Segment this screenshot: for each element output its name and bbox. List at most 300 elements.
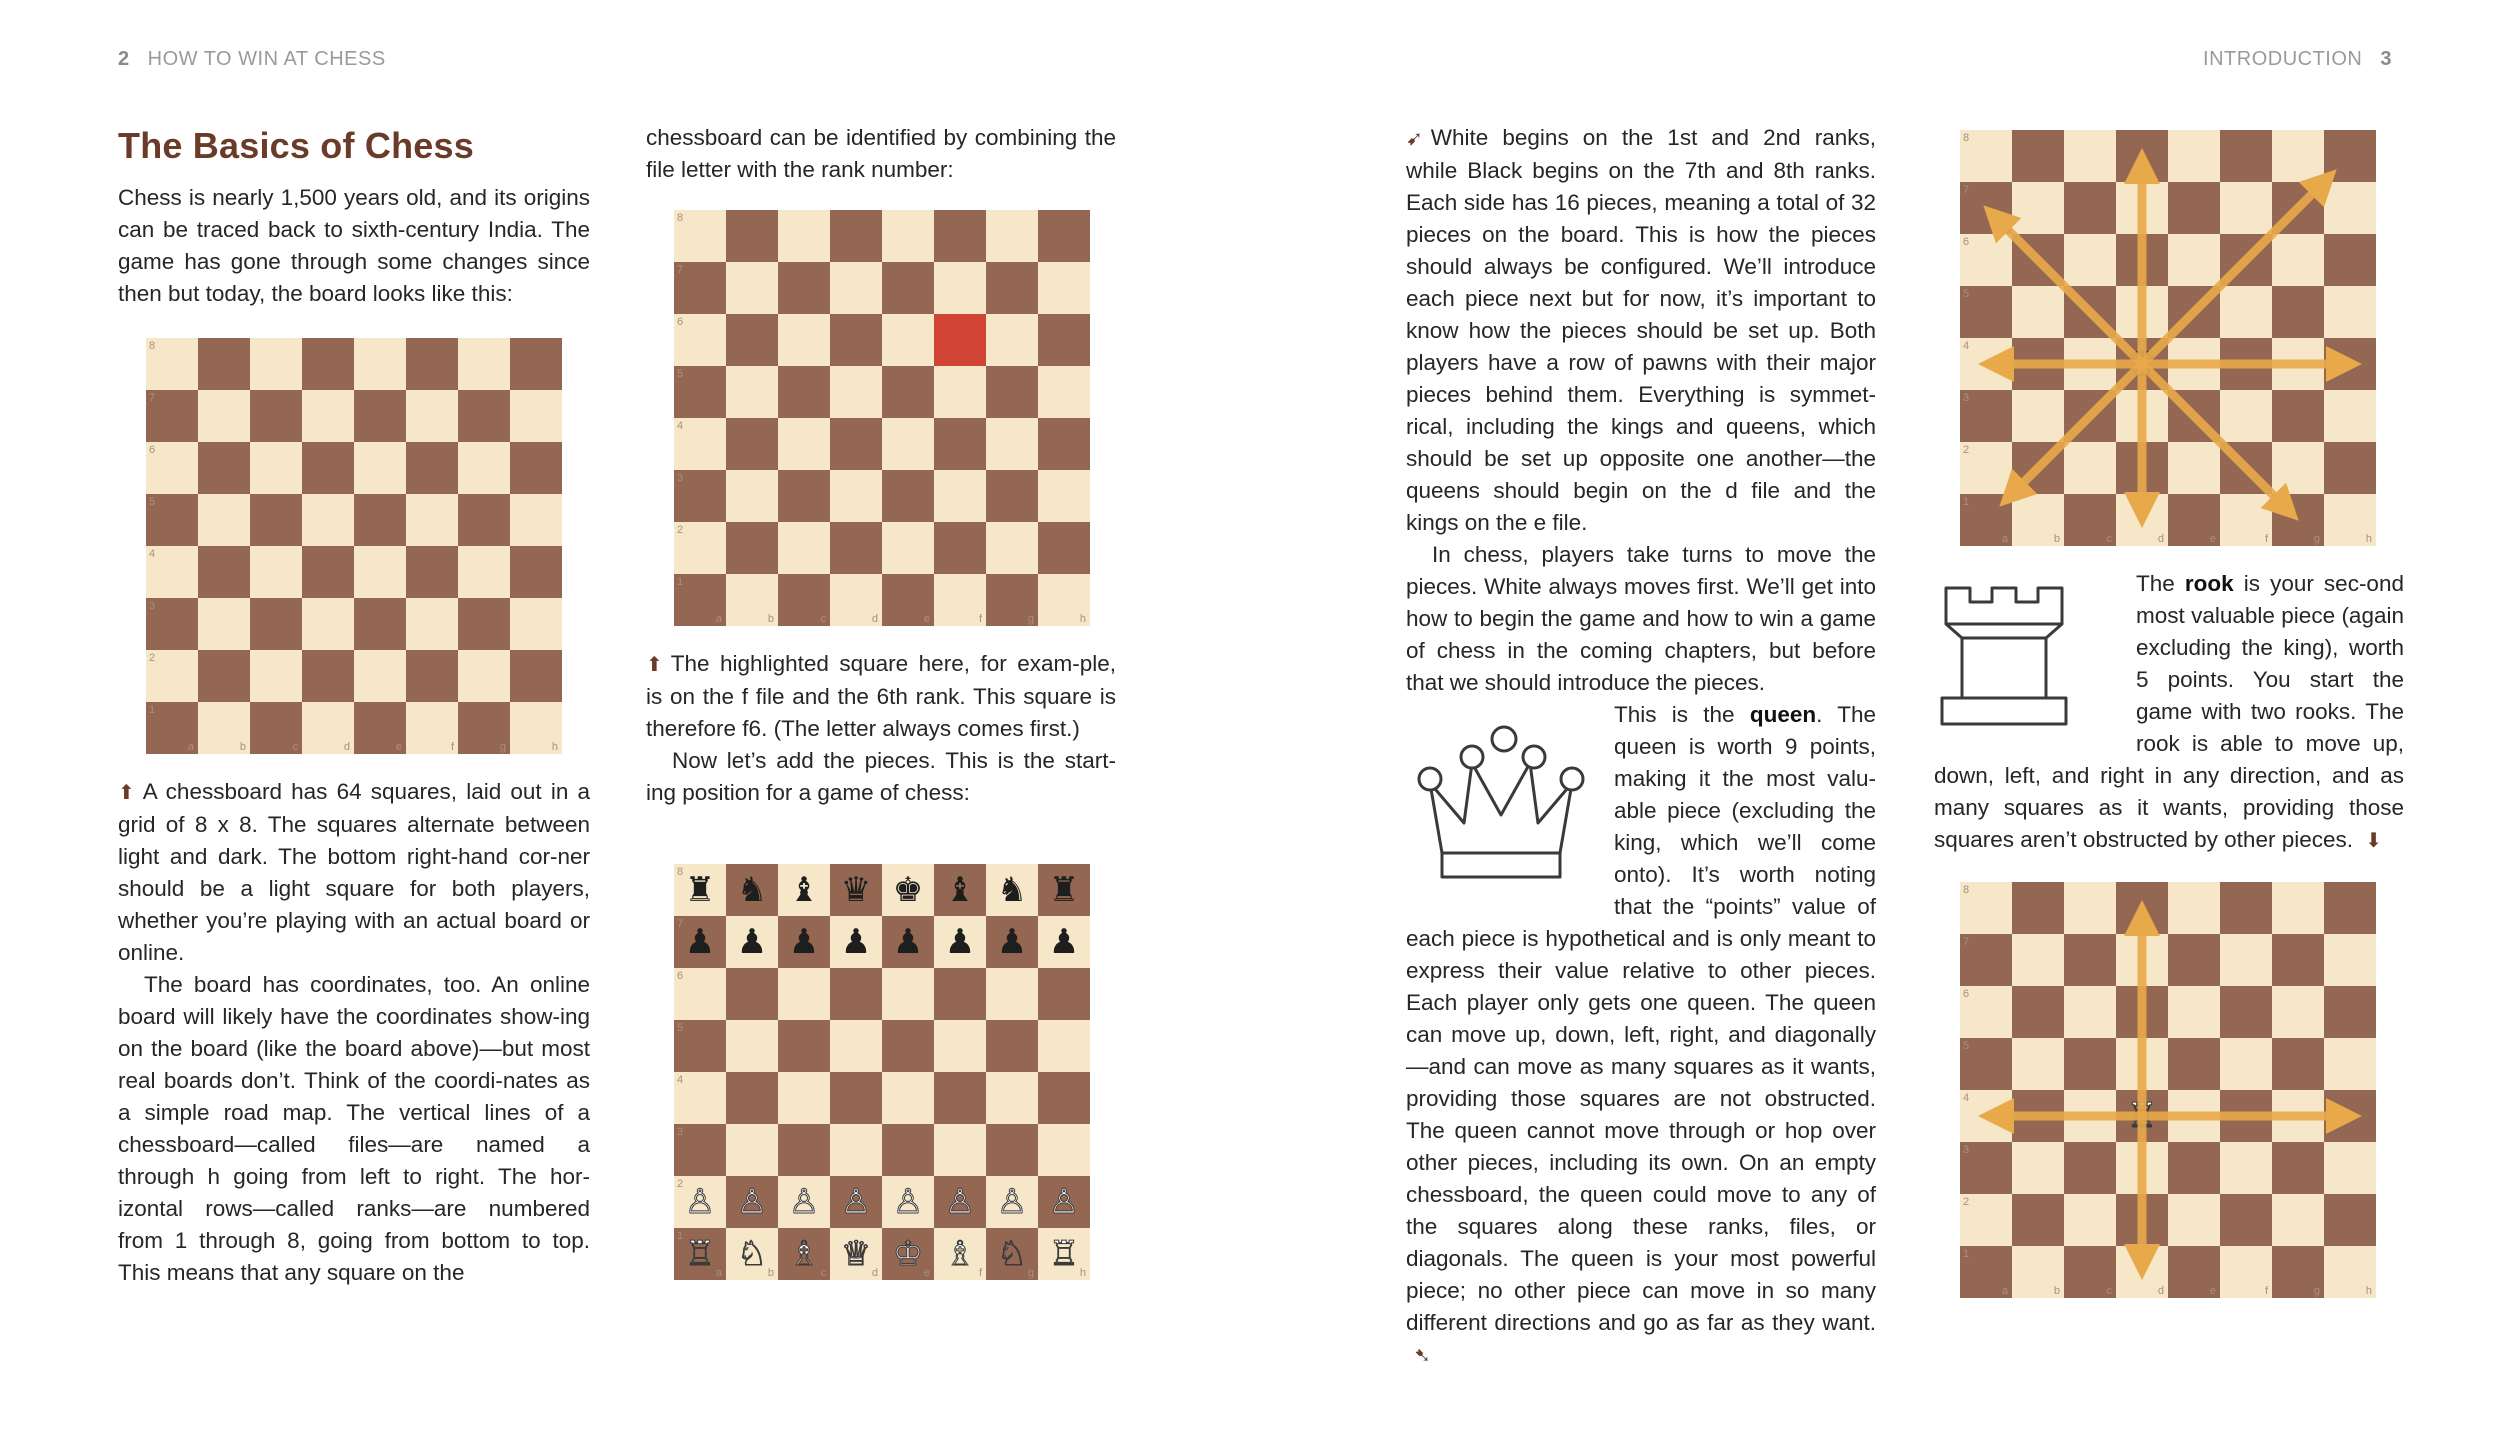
square-d5 [2116,286,2168,338]
square-c5 [778,1020,830,1072]
square-f1 [2220,1246,2272,1298]
chess-piece-icon: ♟ [788,922,820,962]
square-f2 [934,1176,986,1228]
square-e5 [2168,286,2220,338]
file-label: e [923,613,930,625]
square-b3 [726,470,778,522]
square-c1 [250,702,302,754]
chess-piece-icon: ♚ [892,870,924,910]
square-f2 [934,522,986,574]
chess-piece-icon: ♙ [996,1182,1028,1222]
rank-label: 7 [1963,936,1970,948]
square-h2 [510,650,562,702]
rook-paragraph: The rook is your sec-ond most valuable piece (again excluding the king), worth 5 points. You start the game with two rooks. The rook is able to move up, down, left, and right in any direction, and as many squares as it wants, providing those squares aren’t obstructed by other pieces. ⬇ [1934,568,2404,857]
square-f6 [406,442,458,494]
square-g3 [986,1124,1038,1176]
rank-label: 7 [677,918,684,930]
square-h5 [1038,366,1090,418]
square-a1 [674,1228,726,1280]
square-b3 [726,1124,778,1176]
square-b3 [2012,1142,2064,1194]
chess-piece-icon: ♙ [944,1182,976,1222]
rank-label: 6 [1963,988,1970,1000]
square-e3 [354,598,406,650]
square-e5 [882,1020,934,1072]
square-c5 [2064,286,2116,338]
square-d8 [830,864,882,916]
square-d7 [302,390,354,442]
square-b6 [2012,234,2064,286]
chess-piece-icon: ♙ [840,1182,872,1222]
file-label: h [1079,1267,1086,1279]
square-h2 [1038,522,1090,574]
chess-piece-icon: ♟ [684,922,716,962]
file-label: g [1027,1267,1034,1279]
square-c4 [778,1072,830,1124]
square-g3 [2272,1142,2324,1194]
square-g3 [986,470,1038,522]
rank-label: 3 [677,472,684,484]
column-3 [1406,122,1876,1372]
file-label: e [923,1267,930,1279]
square-b6 [726,968,778,1020]
square-g6 [986,968,1038,1020]
square-c7 [778,262,830,314]
square-h5 [2324,286,2376,338]
rank-label: 2 [677,524,684,536]
square-a4 [1960,338,2012,390]
square-g8 [2272,130,2324,182]
square-c1 [778,574,830,626]
square-d3 [830,1124,882,1176]
square-d2 [2116,442,2168,494]
square-d5 [302,494,354,546]
square-e7 [882,916,934,968]
square-e1 [2168,1246,2220,1298]
rank-label: 4 [149,548,156,560]
square-c3 [2064,1142,2116,1194]
rank-label: 3 [149,600,156,612]
rank-label: 5 [1963,288,1970,300]
square-f7 [934,262,986,314]
square-h5 [510,494,562,546]
square-a7 [146,390,198,442]
square-f6 [2220,986,2272,1038]
square-g2 [2272,1194,2324,1246]
square-f2 [2220,1194,2272,1246]
square-f3 [2220,390,2272,442]
square-e6 [2168,234,2220,286]
square-d5 [830,1020,882,1072]
square-b1 [726,574,778,626]
chess-piece-icon: ♙ [1048,1182,1080,1222]
square-e4 [882,1072,934,1124]
square-c6 [778,968,830,1020]
square-f6 [934,968,986,1020]
rank-label: 3 [1963,1144,1970,1156]
chess-piece-icon: ♕ [2126,344,2158,384]
rank-label: 3 [677,1126,684,1138]
square-e8 [882,210,934,262]
square-a8 [674,864,726,916]
left-running-head [118,48,386,71]
square-e4 [354,546,406,598]
square-a3 [146,598,198,650]
square-f1 [2220,494,2272,546]
square-d1 [2116,1246,2168,1298]
square-h3 [510,598,562,650]
square-d6 [2116,986,2168,1038]
rank-label: 1 [1963,496,1970,508]
file-label: c [2106,1285,2112,1297]
square-g7 [2272,182,2324,234]
file-label: g [499,741,506,753]
square-b5 [726,366,778,418]
square-d2 [302,650,354,702]
square-e7 [2168,934,2220,986]
square-c2 [2064,442,2116,494]
square-f5 [934,366,986,418]
square-h8 [2324,130,2376,182]
rank-label: 8 [1963,132,1970,144]
file-label: a [2001,1285,2008,1297]
square-b5 [726,1020,778,1072]
file-label: b [767,613,774,625]
column-2-lower [646,648,1116,809]
square-f1 [934,574,986,626]
square-f8 [934,210,986,262]
square-d8 [302,338,354,390]
square-g7 [986,916,1038,968]
highlight-explanation-paragraph: ⬆ The highlighted square here, for exam-ple, is on the f file and the 6th rank. This square is therefore f6. (The letter always comes first.) [646,651,1116,741]
chess-piece-icon: ♞ [996,870,1028,910]
square-c7 [2064,934,2116,986]
square-a2 [1960,1194,2012,1246]
square-d5 [2116,1038,2168,1090]
square-c8 [250,338,302,390]
square-c8 [778,210,830,262]
square-g4 [986,418,1038,470]
square-d1 [830,574,882,626]
square-h6 [510,442,562,494]
rank-label: 2 [1963,1196,1970,1208]
square-c1 [778,1228,830,1280]
file-label: b [767,1267,774,1279]
rank-label: 4 [1963,340,1970,352]
square-a6 [146,442,198,494]
square-c6 [250,442,302,494]
square-d6 [830,968,882,1020]
square-a4 [1960,1090,2012,1142]
right-chapter-title: INTRODUCTION [2203,48,2363,70]
square-e5 [2168,1038,2220,1090]
square-e6 [2168,986,2220,1038]
file-label: a [715,613,722,625]
rank-label: 5 [677,368,684,380]
square-d7 [2116,934,2168,986]
square-f7 [2220,182,2272,234]
square-d5 [830,366,882,418]
square-h7 [2324,182,2376,234]
chess-piece-icon: ♖ [2126,1096,2158,1136]
square-a1 [674,574,726,626]
square-b7 [726,916,778,968]
file-label: b [2053,533,2060,545]
square-b1 [2012,494,2064,546]
square-d1 [302,702,354,754]
rank-label: 1 [677,576,684,588]
rank-label: 8 [1963,884,1970,896]
square-c2 [778,522,830,574]
coordinates-paragraph: The board has coordinates, too. An online board will likely have the coordinates show-ing on the board (like the board above)—but most real boards don’t. Think of the coordi-nates as a simple road map. The vertical lines of a chessboard—called files—are named a through h going from left to right. The hor-izontal rows—called ranks—are numbered from 1 through 8, going from bottom to top. This means that any square on the [118,972,590,1285]
rook-moves-chessboard [1960,882,2376,1298]
square-d4 [830,1072,882,1124]
square-h1 [2324,494,2376,546]
square-f5 [934,1020,986,1072]
square-f2 [406,650,458,702]
square-b5 [2012,286,2064,338]
chess-piece-icon: ♝ [944,870,976,910]
square-a4 [674,1072,726,1124]
square-e2 [2168,442,2220,494]
square-h3 [1038,1124,1090,1176]
rank-label: 2 [1963,444,1970,456]
rank-label: 1 [1963,1248,1970,1260]
square-h2 [2324,1194,2376,1246]
square-a5 [674,1020,726,1072]
square-b8 [2012,882,2064,934]
diagonal-arrow-end-icon: ➷ [1414,1345,1431,1367]
file-label: c [820,613,826,625]
square-d4 [2116,338,2168,390]
square-c5 [778,366,830,418]
square-c5 [250,494,302,546]
right-running-head [2203,48,2392,71]
rank-label: 4 [677,1074,684,1086]
file-label: f [450,741,454,753]
square-b2 [726,522,778,574]
square-h6 [1038,968,1090,1020]
rank-label: 7 [677,264,684,276]
square-h7 [1038,262,1090,314]
square-c1 [2064,494,2116,546]
file-label: f [2264,533,2268,545]
square-f7 [2220,934,2272,986]
square-a8 [146,338,198,390]
file-label: h [551,741,558,753]
chess-piece-icon: ♖ [684,1234,716,1274]
chess-piece-icon: ♞ [736,870,768,910]
square-a2 [674,522,726,574]
square-h6 [2324,986,2376,1038]
square-g8 [986,210,1038,262]
square-b8 [726,210,778,262]
queen-paragraph: This is the queen. The queen is worth 9 points, making it the most valu-able piece (excluding the king, which we’ll come onto). It’s worth noting that the “points” value of each piece is hypothetical and is only meant to express their value relative to other pieces. Each player only gets one queen. The queen can move up, down, left, right, and diagonally—and can move as many squares as it wants, providing those squares are not obstructed. The queen cannot move through or hop over other pieces, including its own. On an empty chessboard, the queen could move to any of the squares along these ranks, files, or diagonals. The queen is your most powerful piece; no other piece can move in so many different directions and go as far as they want. ➷ [1406,699,1876,1372]
square-b2 [198,650,250,702]
square-e5 [354,494,406,546]
square-b1 [198,702,250,754]
square-g2 [986,522,1038,574]
chess-piece-icon: ♟ [996,922,1028,962]
square-f3 [406,598,458,650]
square-g6 [2272,234,2324,286]
file-label: g [2313,1285,2320,1297]
square-b2 [726,1176,778,1228]
chess-piece-icon: ♜ [1048,870,1080,910]
chess-piece-icon: ♙ [684,1182,716,1222]
file-label: d [2157,1285,2164,1297]
square-h4 [2324,1090,2376,1142]
square-g1 [986,574,1038,626]
square-d8 [830,210,882,262]
chess-piece-icon: ♘ [996,1234,1028,1274]
square-e8 [2168,882,2220,934]
square-d7 [2116,182,2168,234]
square-b3 [198,598,250,650]
square-b8 [726,864,778,916]
chess-piece-icon: ♟ [736,922,768,962]
square-h8 [1038,864,1090,916]
chess-piece-icon: ♘ [736,1234,768,1274]
square-e2 [882,522,934,574]
square-c8 [778,864,830,916]
chess-piece-icon: ♖ [1048,1234,1080,1274]
square-c6 [2064,234,2116,286]
chess-piece-icon: ♔ [892,1234,924,1274]
square-c3 [778,1124,830,1176]
square-e4 [2168,338,2220,390]
square-d1 [2116,494,2168,546]
square-f1 [406,702,458,754]
square-d4 [830,418,882,470]
rank-label: 4 [677,420,684,432]
square-g4 [986,1072,1038,1124]
square-c4 [2064,338,2116,390]
square-c3 [778,470,830,522]
square-a5 [674,366,726,418]
coordinates-continued-paragraph: chessboard can be identified by combining the file letter with the rank number: [646,125,1116,182]
square-d3 [2116,390,2168,442]
square-g2 [458,650,510,702]
square-f3 [934,1124,986,1176]
file-label: a [2001,533,2008,545]
square-g5 [2272,286,2324,338]
square-b1 [2012,1246,2064,1298]
square-c5 [2064,1038,2116,1090]
column-1-lower [118,776,590,1289]
chessboard-squares-paragraph: ⬆ A chessboard has 64 squares, laid out in a grid of 8 x 8. The squares alternate between light and dark. The bottom right-hand cor-ner should be a light square for both players, whether you’re playing with an actual board or online. [118,779,590,965]
square-b7 [726,262,778,314]
square-c7 [778,916,830,968]
empty-chessboard [146,338,562,754]
square-g4 [458,546,510,598]
square-a6 [1960,234,2012,286]
square-d2 [2116,1194,2168,1246]
square-d7 [830,916,882,968]
highlight-chessboard [674,210,1090,626]
chess-piece-icon: ♙ [736,1182,768,1222]
rank-label: 1 [149,704,156,716]
square-h5 [1038,1020,1090,1072]
square-f3 [934,470,986,522]
rank-label: 2 [149,652,156,664]
square-a4 [674,418,726,470]
chess-piece-icon: ♜ [684,870,716,910]
square-g7 [2272,934,2324,986]
square-a7 [1960,934,2012,986]
chess-piece-icon: ♗ [788,1234,820,1274]
square-a3 [1960,1142,2012,1194]
square-h1 [1038,574,1090,626]
square-d4 [2116,1090,2168,1142]
square-a6 [1960,986,2012,1038]
square-e7 [354,390,406,442]
square-g5 [986,366,1038,418]
square-b4 [2012,1090,2064,1142]
square-d3 [2116,1142,2168,1194]
rank-label: 8 [149,340,156,352]
square-e8 [354,338,406,390]
square-d7 [830,262,882,314]
rank-label: 6 [149,444,156,456]
square-h3 [2324,1142,2376,1194]
square-c7 [2064,182,2116,234]
square-f1 [934,1228,986,1280]
queen-outline-icon [1406,705,1596,895]
square-g5 [458,494,510,546]
chess-piece-icon: ♛ [840,870,872,910]
square-e6 [354,442,406,494]
rank-label: 3 [1963,392,1970,404]
square-e1 [882,574,934,626]
square-g8 [986,864,1038,916]
file-label: h [1079,613,1086,625]
queen-moves-chessboard [1960,130,2376,546]
square-h2 [1038,1176,1090,1228]
square-f4 [406,546,458,598]
square-d6 [830,314,882,366]
file-label: h [2365,1285,2372,1297]
square-c4 [2064,1090,2116,1142]
square-a3 [674,470,726,522]
square-d4 [302,546,354,598]
square-g5 [2272,1038,2324,1090]
square-e8 [2168,130,2220,182]
square-d6 [2116,234,2168,286]
square-g2 [2272,442,2324,494]
square-g6 [2272,986,2324,1038]
chess-piece-icon: ♟ [1048,922,1080,962]
square-e2 [354,650,406,702]
square-g6 [458,442,510,494]
chess-piece-icon: ♝ [788,870,820,910]
file-label: a [187,741,194,753]
square-d1 [830,1228,882,1280]
chess-piece-icon: ♟ [944,922,976,962]
square-g1 [2272,494,2324,546]
section-title: The Basics of Chess [118,125,474,166]
square-f4 [2220,338,2272,390]
square-g7 [986,262,1038,314]
chess-piece-icon: ♙ [892,1182,924,1222]
square-a8 [1960,882,2012,934]
square-a1 [146,702,198,754]
square-b4 [2012,338,2064,390]
square-a8 [674,210,726,262]
square-e6 [882,314,934,366]
file-label: h [2365,533,2372,545]
file-label: e [2209,533,2216,545]
